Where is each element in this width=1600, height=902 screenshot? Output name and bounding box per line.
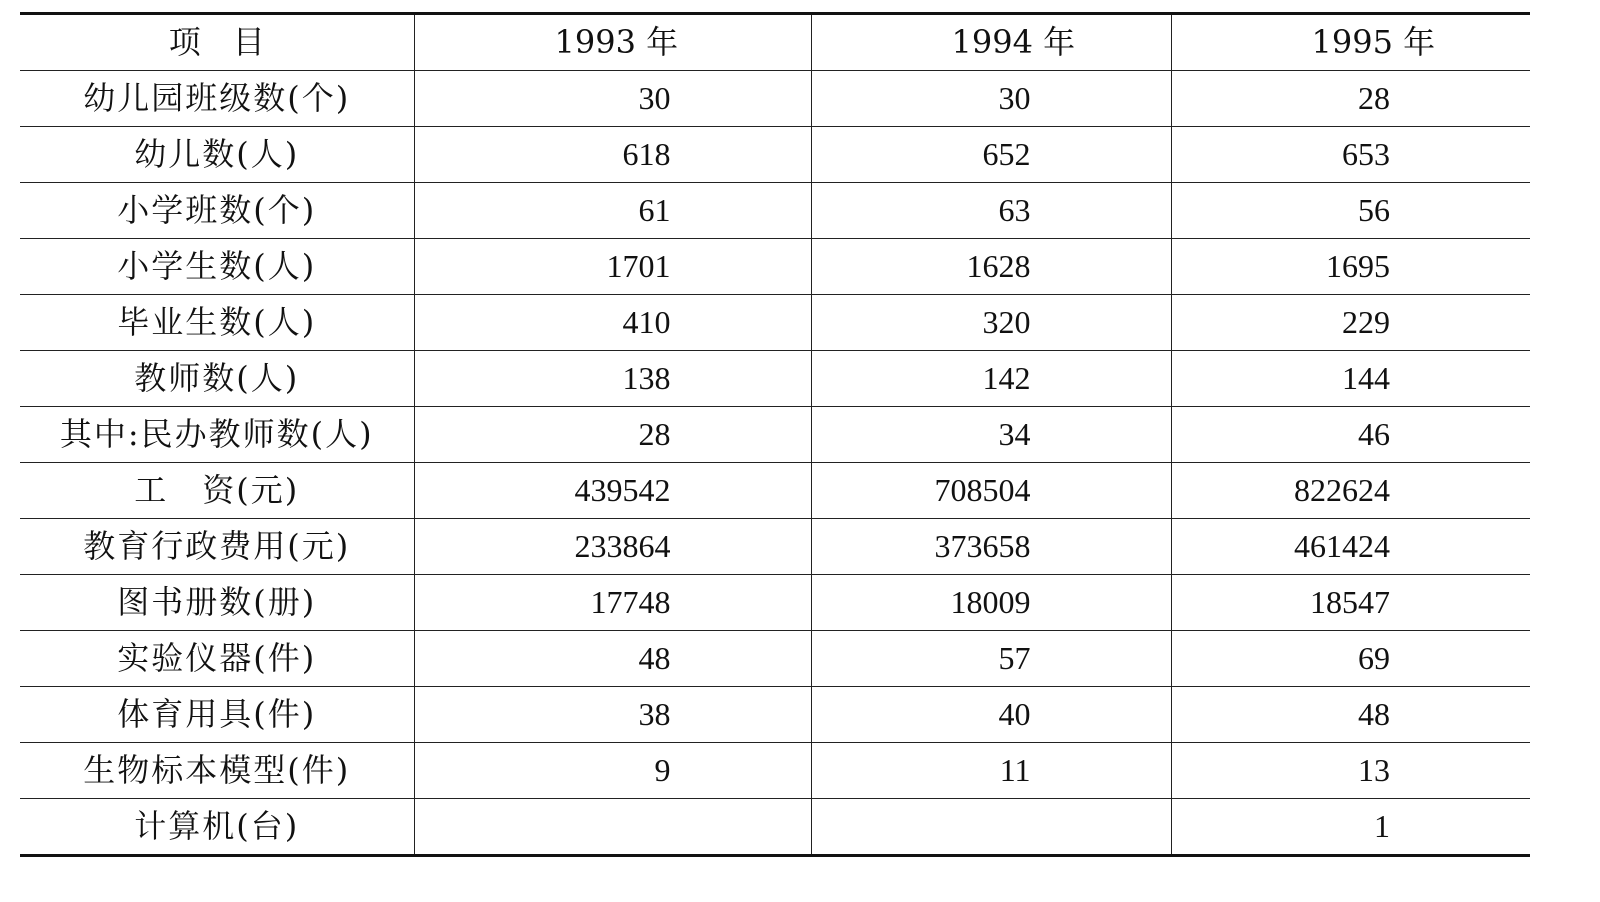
table-row bbox=[20, 183, 1530, 239]
table-row bbox=[20, 519, 1530, 575]
row-label: 幼儿园班级数(个) bbox=[20, 71, 414, 127]
header-year-1993: 1993 年 bbox=[414, 14, 811, 71]
cell-1995: 46 bbox=[1171, 407, 1530, 463]
row-label: 计算机(台) bbox=[20, 799, 414, 856]
table-row bbox=[20, 687, 1530, 743]
cell-1994: 57 bbox=[811, 631, 1171, 687]
cell-1994: 40 bbox=[811, 687, 1171, 743]
cell-1993: 28 bbox=[414, 407, 811, 463]
cell-1993: 61 bbox=[414, 183, 811, 239]
table-row bbox=[20, 743, 1530, 799]
row-label: 毕业生数(人) bbox=[20, 295, 414, 351]
table-row bbox=[20, 127, 1530, 183]
cell-1994: 320 bbox=[811, 295, 1171, 351]
header-year-1995: 1995 年 bbox=[1171, 14, 1530, 71]
cell-1995: 144 bbox=[1171, 351, 1530, 407]
table-row bbox=[20, 631, 1530, 687]
cell-1993: 30 bbox=[414, 71, 811, 127]
cell-1995: 461424 bbox=[1171, 519, 1530, 575]
row-label: 工 资(元) bbox=[20, 463, 414, 519]
row-label: 幼儿数(人) bbox=[20, 127, 414, 183]
cell-1993 bbox=[414, 799, 811, 856]
row-label: 其中:民办教师数(人) bbox=[20, 407, 414, 463]
cell-1995: 822624 bbox=[1171, 463, 1530, 519]
cell-1994: 11 bbox=[811, 743, 1171, 799]
table-row bbox=[20, 71, 1530, 127]
cell-1994: 63 bbox=[811, 183, 1171, 239]
table-row bbox=[20, 463, 1530, 519]
cell-1994: 1628 bbox=[811, 239, 1171, 295]
cell-1995: 28 bbox=[1171, 71, 1530, 127]
row-label: 实验仪器(件) bbox=[20, 631, 414, 687]
cell-1994: 34 bbox=[811, 407, 1171, 463]
cell-1994: 708504 bbox=[811, 463, 1171, 519]
cell-1994: 18009 bbox=[811, 575, 1171, 631]
header-item: 项 目 bbox=[20, 14, 414, 71]
row-label: 教师数(人) bbox=[20, 351, 414, 407]
table-row bbox=[20, 295, 1530, 351]
cell-1994: 30 bbox=[811, 71, 1171, 127]
cell-1995: 653 bbox=[1171, 127, 1530, 183]
cell-1993: 410 bbox=[414, 295, 811, 351]
education-statistics-table bbox=[20, 12, 1530, 857]
cell-1995: 48 bbox=[1171, 687, 1530, 743]
table-row bbox=[20, 799, 1530, 856]
cell-1993: 9 bbox=[414, 743, 811, 799]
cell-1993: 1701 bbox=[414, 239, 811, 295]
row-label: 小学生数(人) bbox=[20, 239, 414, 295]
cell-1995: 18547 bbox=[1171, 575, 1530, 631]
row-label: 教育行政费用(元) bbox=[20, 519, 414, 575]
cell-1995: 69 bbox=[1171, 631, 1530, 687]
cell-1994: 142 bbox=[811, 351, 1171, 407]
cell-1993: 17748 bbox=[414, 575, 811, 631]
header-year-1994: 1994 年 bbox=[811, 14, 1171, 71]
cell-1994 bbox=[811, 799, 1171, 856]
cell-1995: 229 bbox=[1171, 295, 1530, 351]
cell-1993: 138 bbox=[414, 351, 811, 407]
cell-1993: 38 bbox=[414, 687, 811, 743]
row-label: 生物标本模型(件) bbox=[20, 743, 414, 799]
cell-1993: 48 bbox=[414, 631, 811, 687]
cell-1995: 1 bbox=[1171, 799, 1530, 856]
row-label: 小学班数(个) bbox=[20, 183, 414, 239]
row-label: 体育用具(件) bbox=[20, 687, 414, 743]
cell-1994: 652 bbox=[811, 127, 1171, 183]
cell-1993: 618 bbox=[414, 127, 811, 183]
row-label: 图书册数(册) bbox=[20, 575, 414, 631]
table-row bbox=[20, 407, 1530, 463]
cell-1994: 373658 bbox=[811, 519, 1171, 575]
cell-1995: 13 bbox=[1171, 743, 1530, 799]
cell-1995: 1695 bbox=[1171, 239, 1530, 295]
table-row bbox=[20, 575, 1530, 631]
cell-1995: 56 bbox=[1171, 183, 1530, 239]
cell-1993: 233864 bbox=[414, 519, 811, 575]
cell-1993: 439542 bbox=[414, 463, 811, 519]
header-row bbox=[20, 14, 1530, 71]
table-row bbox=[20, 351, 1530, 407]
table-row bbox=[20, 239, 1530, 295]
